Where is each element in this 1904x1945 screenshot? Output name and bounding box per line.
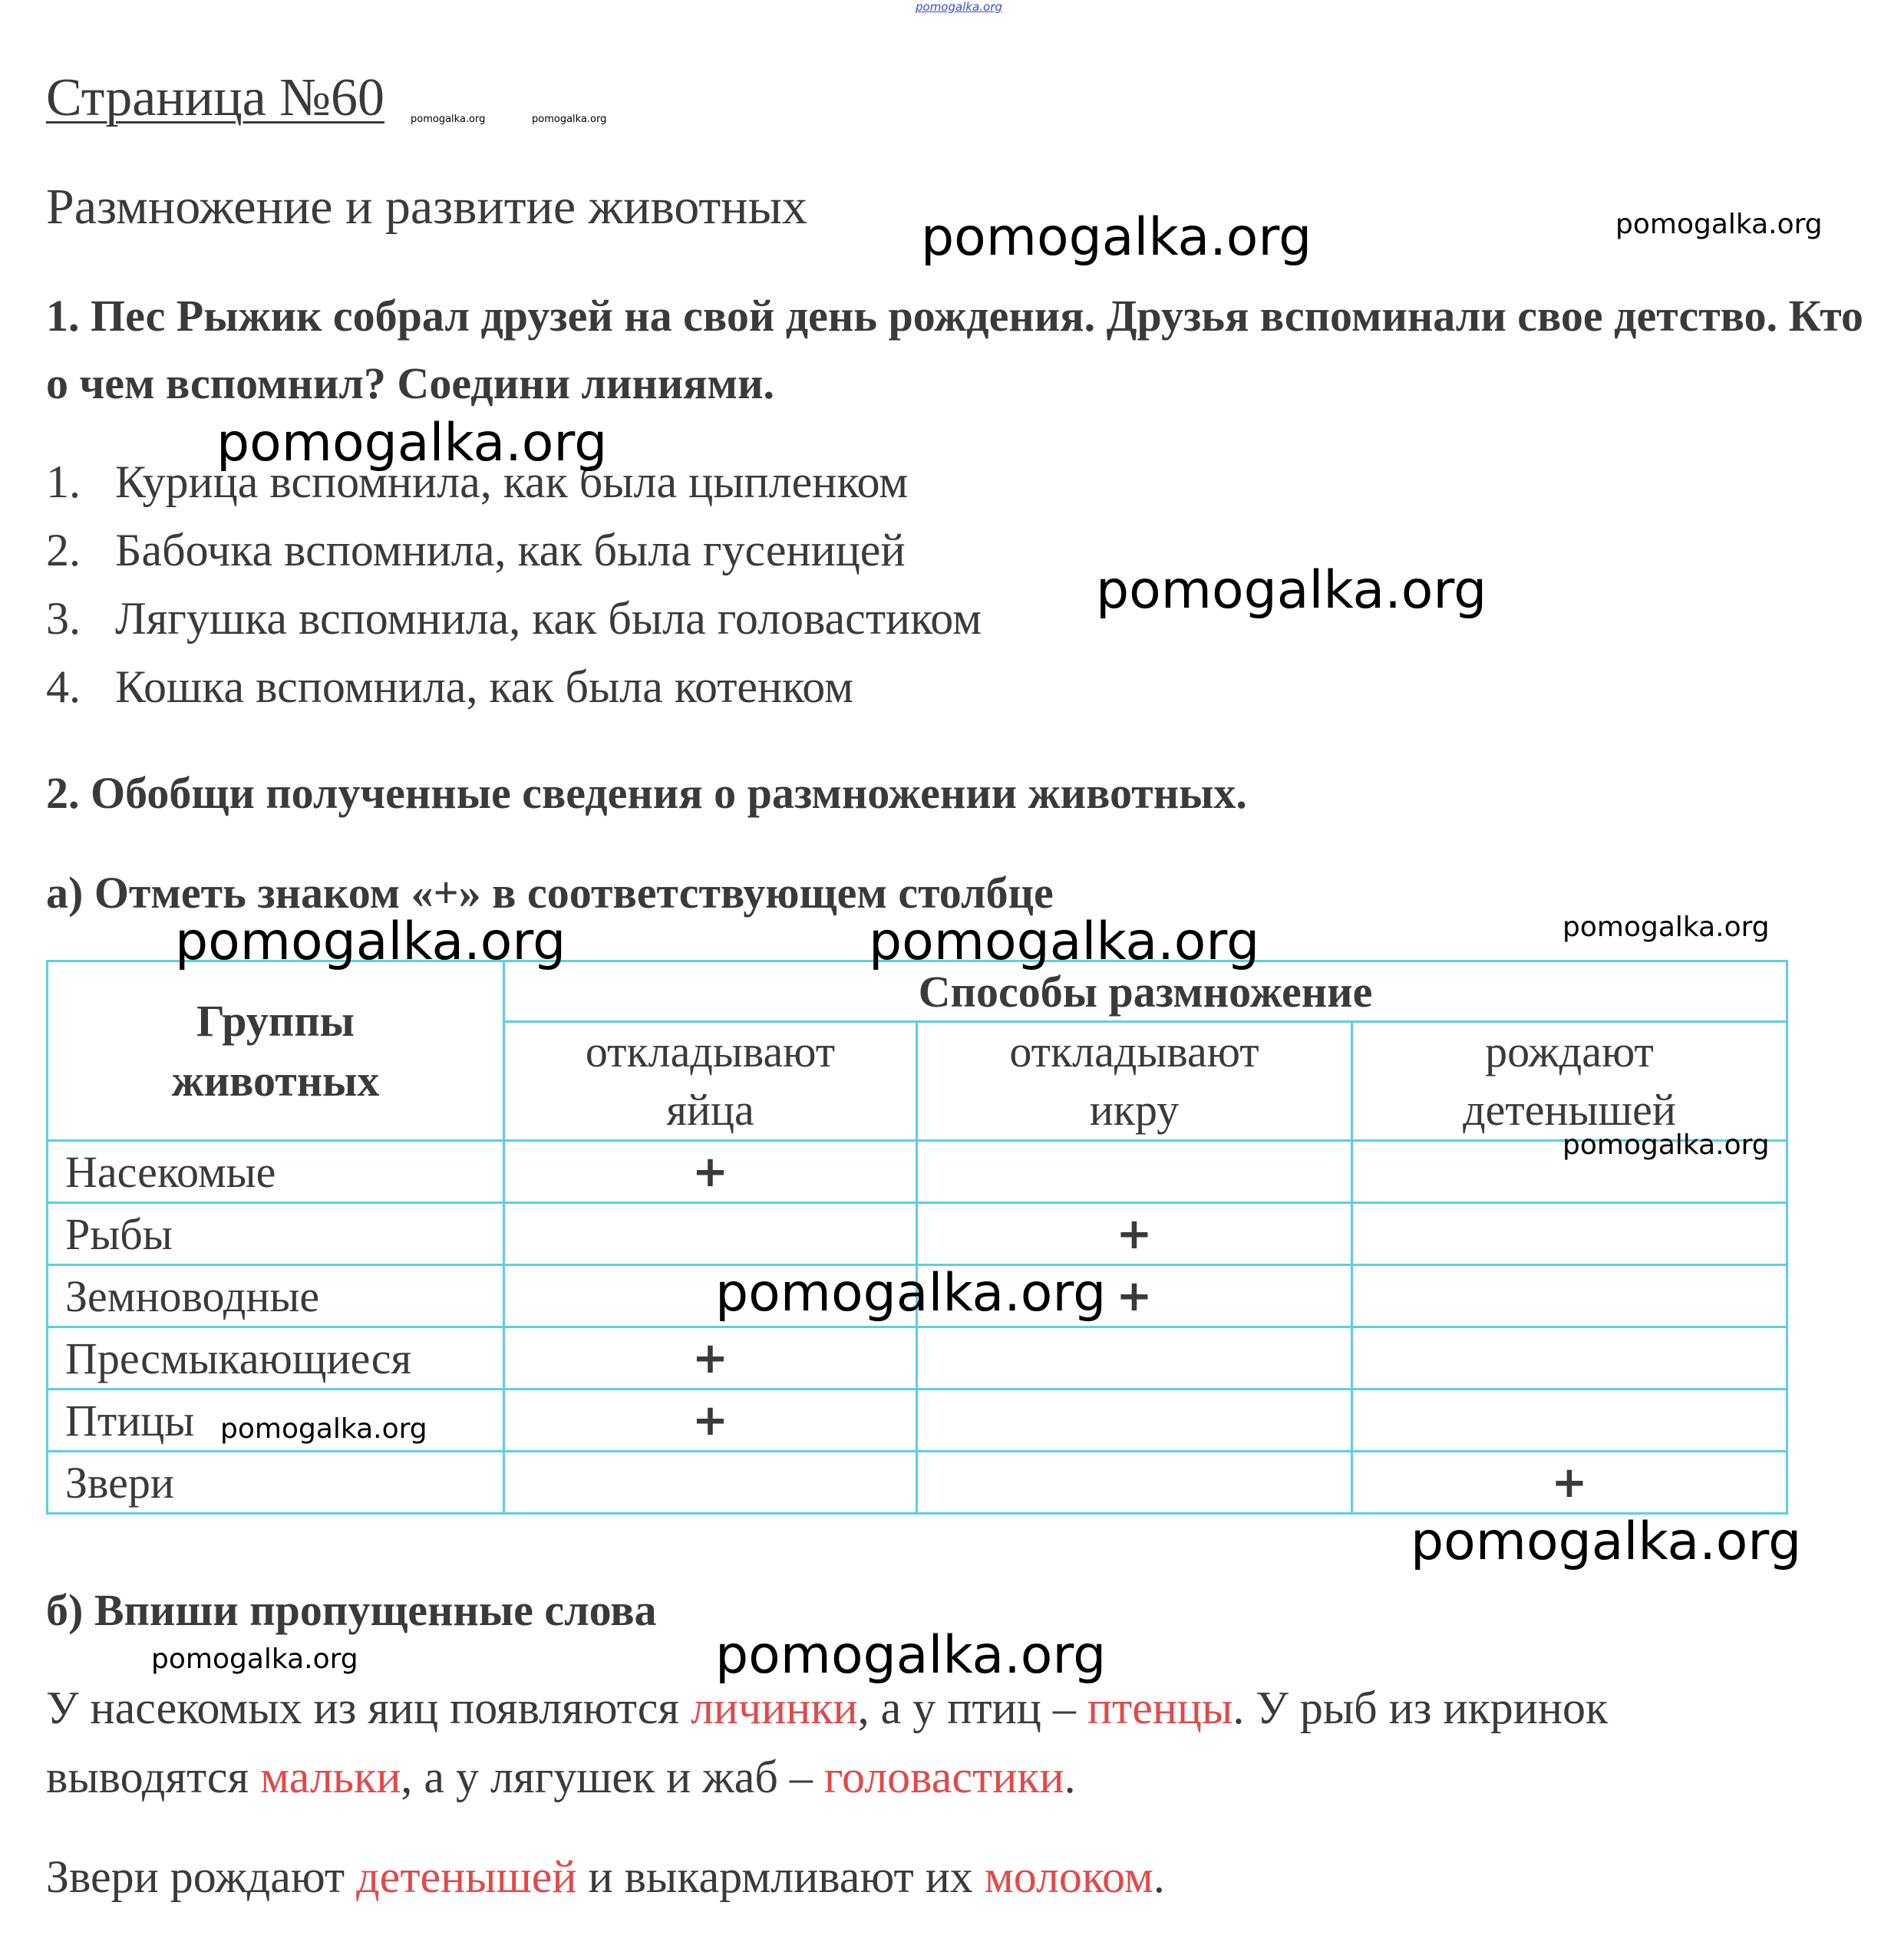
table-row: [48, 1203, 1787, 1265]
list-number: 2.: [46, 525, 81, 575]
watermark: pomogalka.org: [715, 1625, 1107, 1686]
header-methods: Способы размножение: [504, 961, 1787, 1022]
header-live-birth-line2: детенышей: [1463, 1085, 1676, 1135]
watermark: pomogalka.org: [411, 114, 486, 125]
watermark: pomogalka.org: [532, 114, 607, 125]
task1-title: 1. Пес Рыжик собрал друзей на свой день рождения. Друзья вспоминали свое детство. Кто о чем вспомнил? Соедини линиями.: [46, 291, 1863, 408]
mark-cell: [1352, 1327, 1787, 1390]
mark-cell: +: [504, 1141, 917, 1203]
row-name: Пресмыкающиеся: [48, 1327, 504, 1390]
row-name: Рыбы: [48, 1203, 504, 1265]
header-roe-line1: откладывают: [1009, 1027, 1259, 1076]
answer-milk: молоком: [984, 1851, 1153, 1902]
task2-part-b: б) Впиши пропущенные слова: [46, 1585, 657, 1635]
fill-sentence-1: [46, 1682, 1608, 1735]
watermark: pomogalka.org: [175, 912, 566, 972]
watermark: pomogalka.org: [1562, 1129, 1770, 1161]
header-roe-line2: икру: [1089, 1085, 1180, 1135]
fill-sentence-2: [46, 1751, 1076, 1804]
watermark: pomogalka.org: [220, 1413, 427, 1445]
mark-cell: [917, 1141, 1352, 1203]
answer-larvae: личинки: [690, 1683, 858, 1733]
watermark-top[interactable]: pomogalka.org: [916, 0, 1002, 14]
table-row: [48, 1452, 1787, 1514]
watermark: pomogalka.org: [921, 207, 1312, 268]
header-eggs-line2: яйца: [666, 1085, 754, 1135]
mark-cell: +: [917, 1203, 1352, 1265]
list-text: Бабочка вспомнила, как была гусеницей: [115, 525, 906, 575]
watermark: pomogalka.org: [1562, 912, 1770, 943]
mark-cell: [504, 1452, 917, 1514]
header-roe: [917, 1022, 1352, 1141]
page-title: Страница №60: [46, 68, 385, 127]
fill-text: . У рыб из икринок: [1232, 1683, 1609, 1733]
fill-text: Звери рождают: [46, 1851, 357, 1902]
fill-text: .: [1064, 1752, 1076, 1802]
mark-cell: [1352, 1390, 1787, 1452]
mark-cell: +: [504, 1390, 917, 1452]
watermark: pomogalka.org: [715, 1263, 1107, 1324]
watermark: pomogalka.org: [1411, 1511, 1802, 1572]
watermark: pomogalka.org: [151, 1643, 358, 1675]
row-name: Птицы: [48, 1390, 504, 1452]
list-text: Лягушка вспомнила, как была головастиком: [115, 593, 982, 644]
mark-cell: +: [1352, 1452, 1787, 1514]
list-number: 4.: [46, 661, 81, 712]
fill-sentence-3: [46, 1851, 1165, 1904]
topic-title: Размножение и развитие животных: [46, 179, 807, 235]
fill-text: .: [1153, 1851, 1165, 1902]
mark-cell: [504, 1203, 917, 1265]
table-row: [48, 1327, 1787, 1390]
watermark: pomogalka.org: [1615, 209, 1823, 240]
watermark: pomogalka.org: [216, 413, 608, 473]
watermark: pomogalka.org: [869, 912, 1260, 972]
list-item: [46, 592, 982, 645]
row-name: Насекомые: [48, 1141, 504, 1203]
row-name: Земноводные: [48, 1265, 504, 1327]
fill-text: , а у лягушек и жаб –: [401, 1752, 824, 1802]
header-eggs: [504, 1022, 917, 1141]
list-number: 1.: [46, 457, 81, 507]
fill-text: , а у птиц –: [857, 1683, 1087, 1733]
answer-fry: мальки: [260, 1752, 401, 1802]
header-eggs-line1: откладывают: [585, 1027, 836, 1076]
mark-cell: [1352, 1265, 1787, 1327]
mark-cell: [917, 1327, 1352, 1390]
header-groups-line1: Группы: [196, 995, 355, 1046]
list-text: Кошка вспомнила, как была котенком: [115, 661, 854, 712]
mark-cell: +: [504, 1327, 917, 1390]
task2-part-a: а) Отметь знаком «+» в соответствующем столбце: [46, 868, 1054, 918]
fill-text: выводятся: [46, 1752, 261, 1802]
answer-chicks: птенцы: [1087, 1683, 1233, 1733]
mark-cell: +: [917, 1265, 1352, 1327]
mark-cell: [1352, 1203, 1787, 1265]
fill-text: У насекомых из яиц появляются: [46, 1683, 691, 1733]
answer-young: детенышей: [356, 1851, 577, 1902]
header-groups-line2: животных: [171, 1055, 380, 1106]
list-item: [46, 524, 906, 577]
answer-tadpoles: головастики: [823, 1752, 1064, 1802]
header-live-birth-line1: рождают: [1485, 1027, 1654, 1076]
header-groups: [48, 961, 504, 1141]
list-item: [46, 661, 853, 714]
mark-cell: [917, 1452, 1352, 1514]
list-text: Курица вспомнила, как была цыпленком: [115, 457, 909, 507]
row-name: Звери: [48, 1452, 504, 1514]
task2-title: 2. Обобщи полученные сведения о размножении животных.: [46, 768, 1247, 818]
table-row: [48, 1141, 1787, 1203]
mark-cell: [917, 1390, 1352, 1452]
list-number: 3.: [46, 593, 81, 644]
header-live-birth: [1352, 1022, 1787, 1141]
watermark: pomogalka.org: [1096, 560, 1487, 621]
fill-text: и выкармливают их: [576, 1851, 985, 1902]
